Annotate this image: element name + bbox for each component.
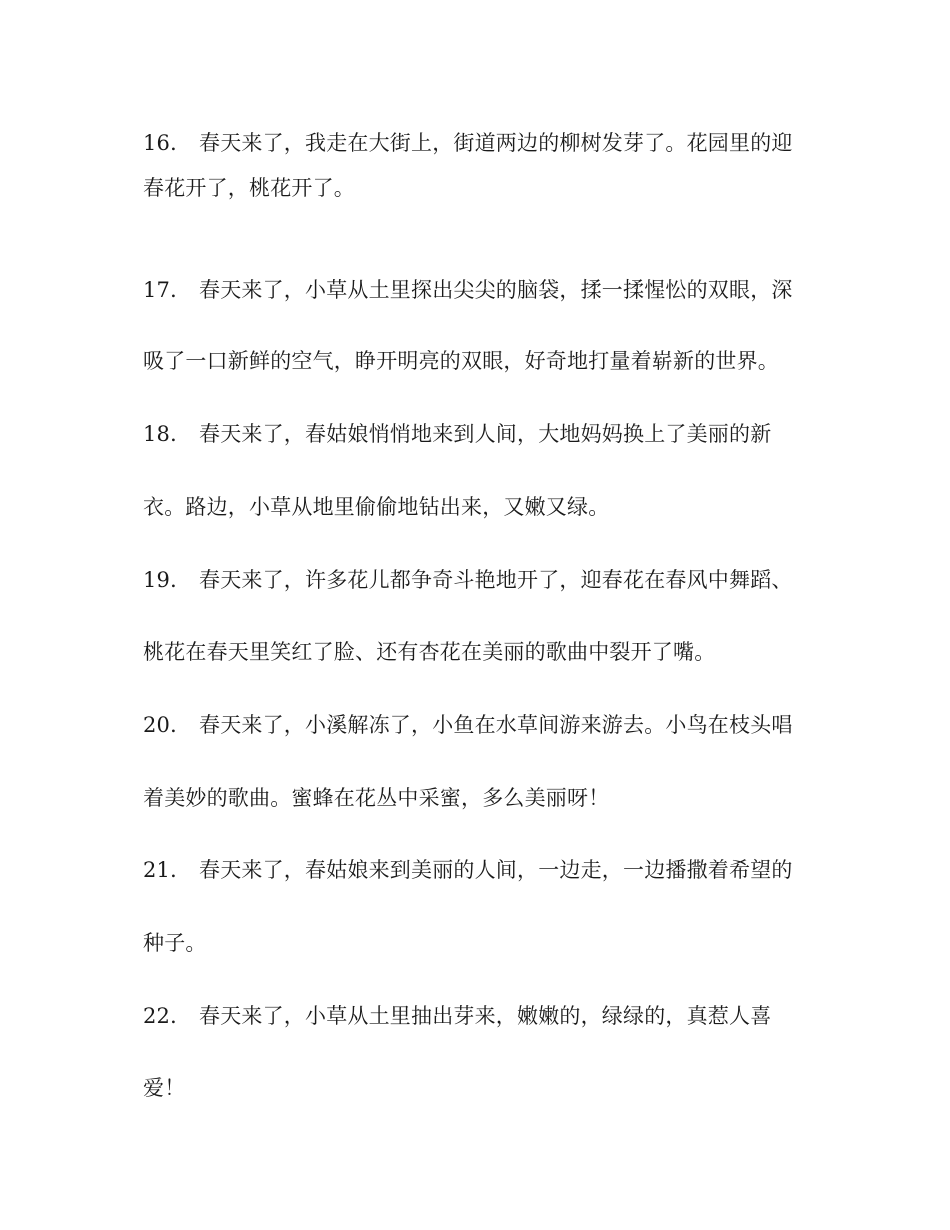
item-text: 春天来了，我走在大街上，街道两边的柳树发芽了。花园里的迎 xyxy=(199,131,793,155)
item-number: 21． xyxy=(143,858,192,882)
item-text: 春天来了，小溪解冻了，小鱼在水草间游来游去。小鸟在枝头唱 xyxy=(199,713,793,737)
item-text: 春天来了，春姑娘来到美丽的人间，一边走，一边播撒着希望的 xyxy=(199,858,793,882)
item-text: 春天来了，许多花儿都争奇斗艳地开了，迎春花在春风中舞蹈、 xyxy=(199,568,793,592)
item-text: 春天来了，春姑娘悄悄地来到人间，大地妈妈换上了美丽的新 xyxy=(199,422,772,446)
item-text: 春天来了，小草从土里探出尖尖的脑袋，揉一揉惺忪的双眼，深 xyxy=(199,278,793,302)
item-number: 20． xyxy=(143,713,192,737)
item-18-line-1 xyxy=(143,414,823,454)
item-21-line-2: 种子。 xyxy=(143,931,207,955)
item-number: 19． xyxy=(143,568,192,592)
item-16-line-2: 春花开了，桃花开了。 xyxy=(143,176,355,200)
item-17-line-2: 吸了一口新鲜的空气，睁开明亮的双眼，好奇地打量着崭新的世界。 xyxy=(143,349,779,373)
item-17-line-1 xyxy=(143,270,823,310)
item-16-line-1 xyxy=(143,123,823,163)
item-20-line-2: 着美妙的歌曲。蜜蜂在花丛中采蜜，多么美丽呀！ xyxy=(143,786,610,810)
item-22-line-1 xyxy=(143,996,823,1036)
item-19-line-2: 桃花在春天里笑红了脸、还有杏花在美丽的歌曲中裂开了嘴。 xyxy=(143,640,716,664)
item-number: 16． xyxy=(143,131,192,155)
item-number: 18． xyxy=(143,422,192,446)
item-22-line-2: 爱！ xyxy=(143,1076,186,1100)
item-21-line-1 xyxy=(143,850,823,890)
item-20-line-1 xyxy=(143,705,823,745)
item-19-line-1 xyxy=(143,560,823,600)
item-number: 22． xyxy=(143,1004,192,1028)
item-text: 春天来了，小草从土里抽出芽来，嫩嫩的，绿绿的，真惹人喜 xyxy=(199,1004,772,1028)
item-number: 17． xyxy=(143,278,192,302)
item-18-line-2: 衣。路边，小草从地里偷偷地钻出来，又嫩又绿。 xyxy=(143,495,610,519)
